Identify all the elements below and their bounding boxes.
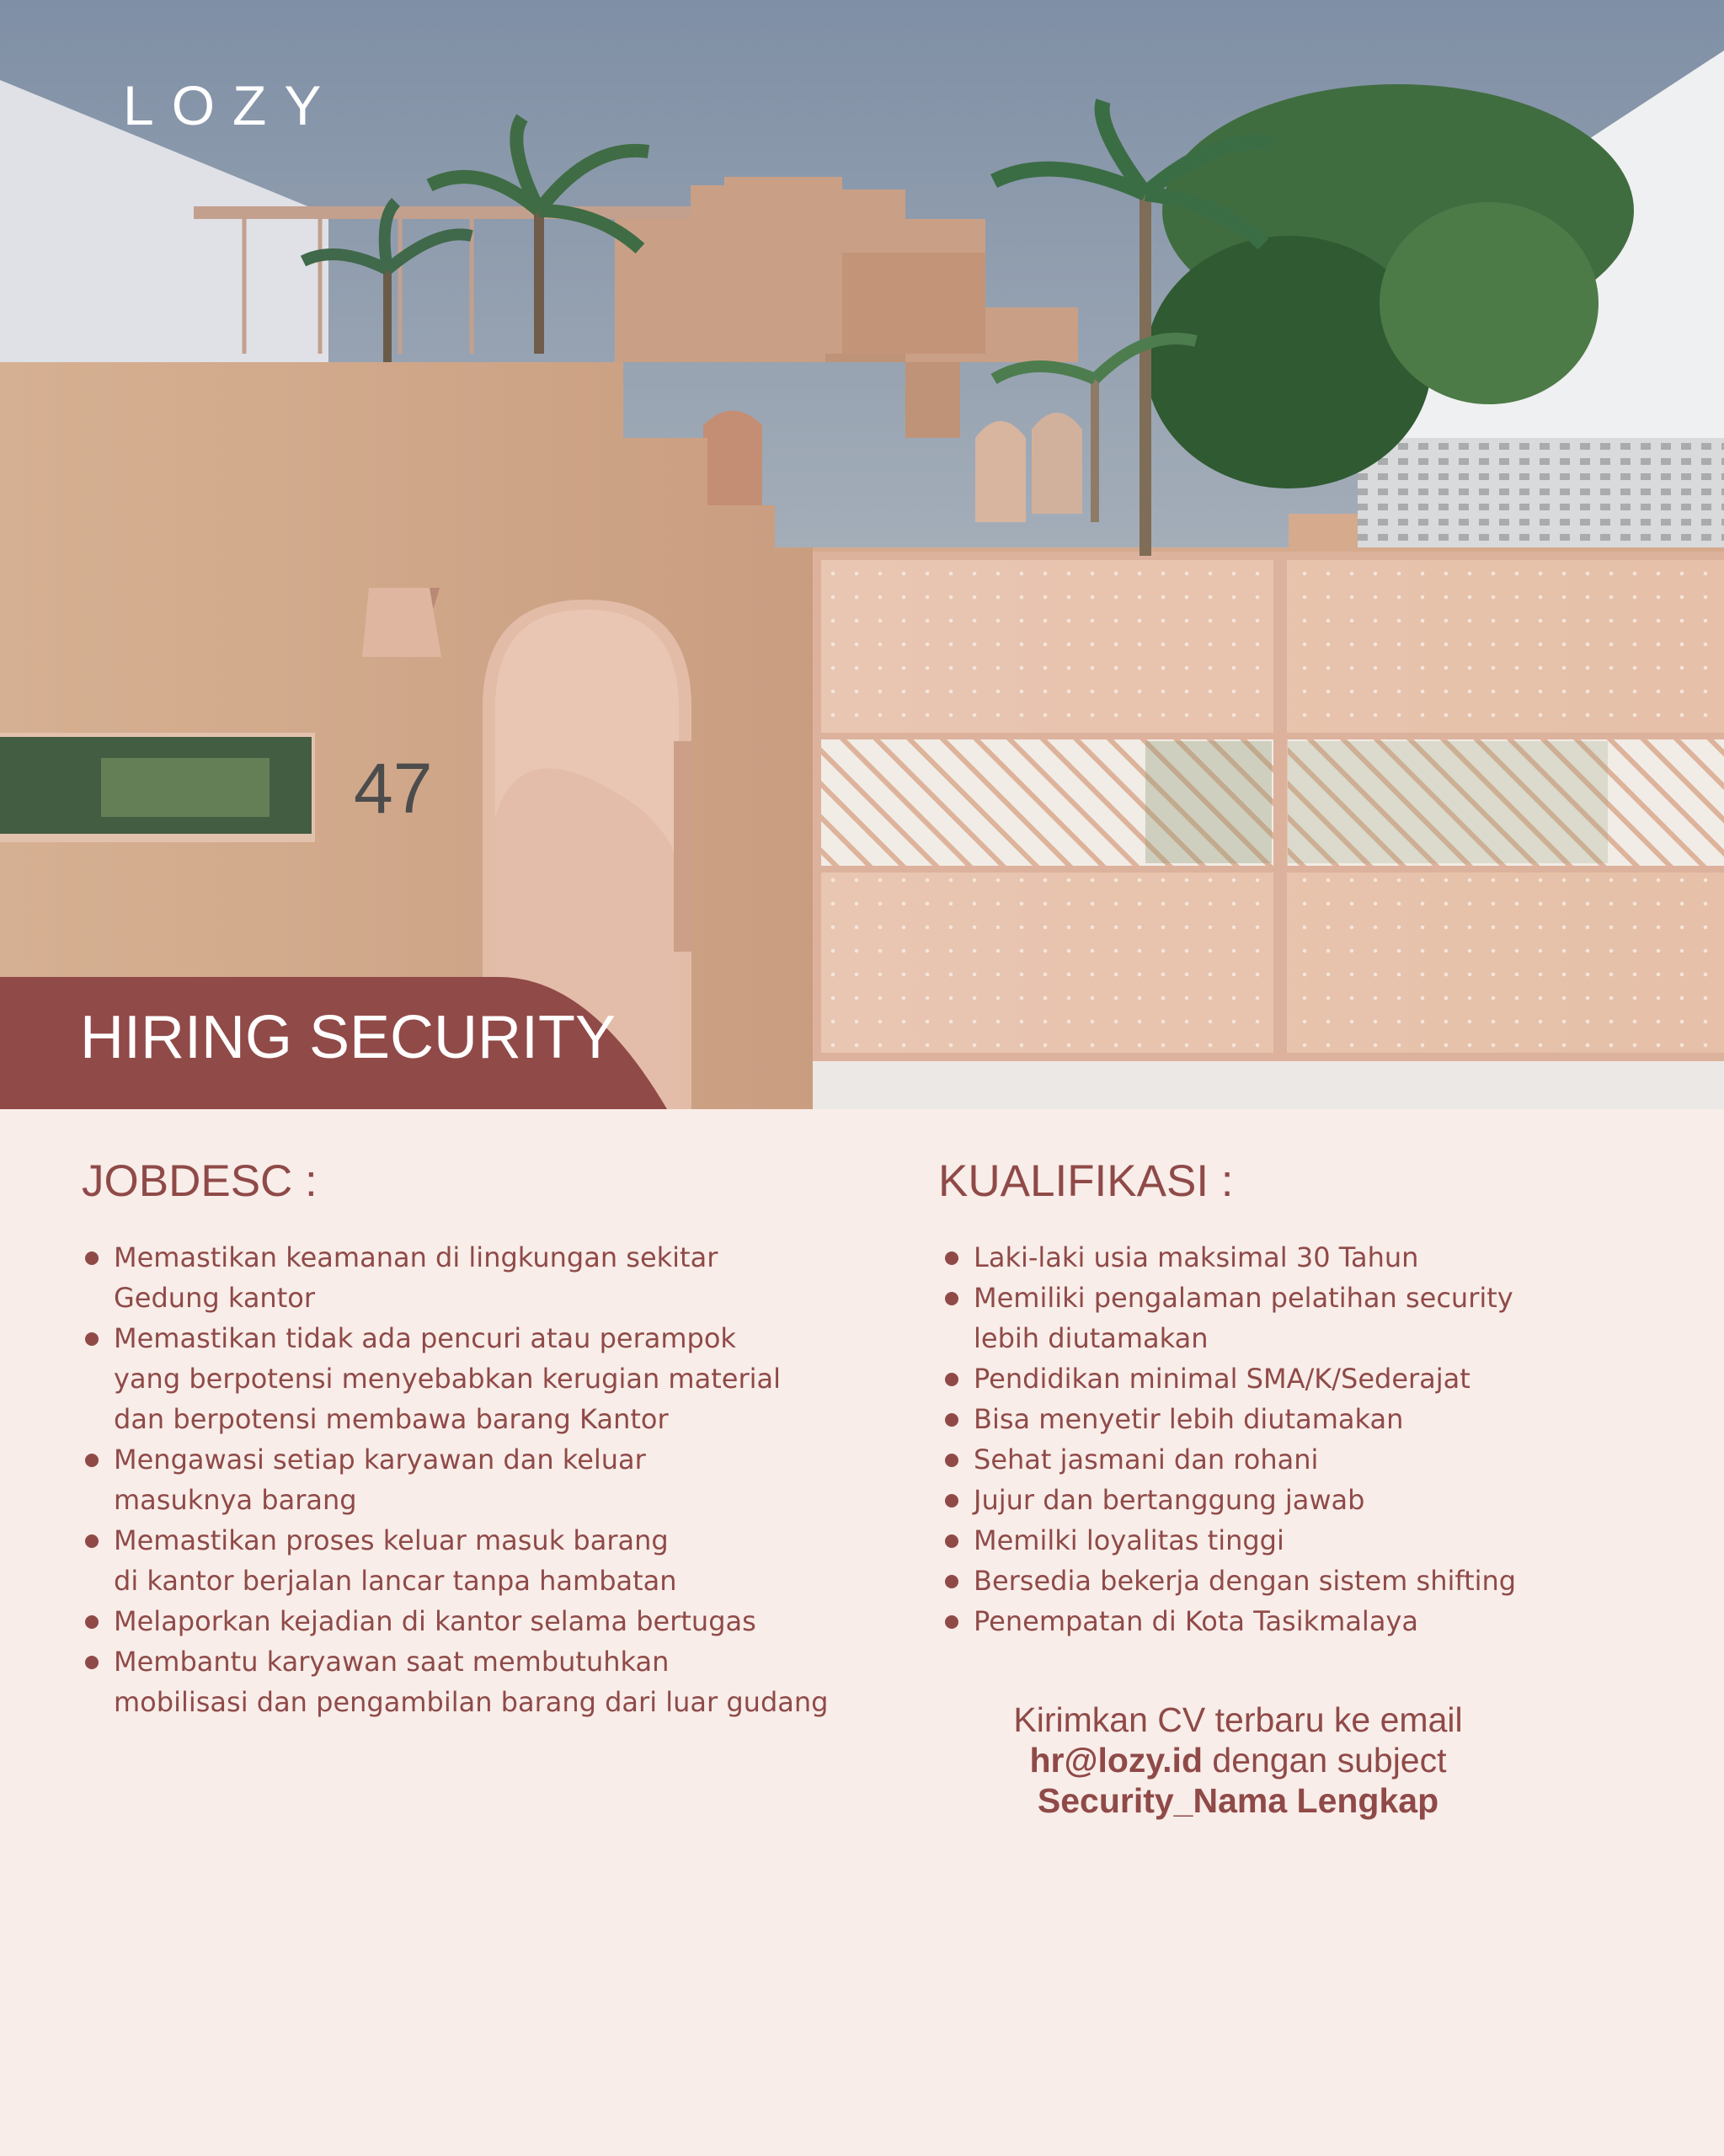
jobdesc-item	[82, 1318, 899, 1439]
jobdesc-line: Memastikan keamanan di lingkungan sekitar	[114, 1241, 718, 1273]
kualifikasi-item	[942, 1480, 1700, 1520]
jobdesc-item	[82, 1601, 899, 1641]
kualifikasi-line: Memiliki pengalaman pelatihan security	[974, 1282, 1513, 1314]
jobdesc-line: yang berpotensi menyebabkan kerugian material	[114, 1363, 781, 1395]
kualifikasi-title: KUALIFIKASI :	[938, 1156, 1234, 1206]
bullet-icon	[85, 1454, 99, 1467]
kualifikasi-item	[942, 1561, 1700, 1601]
jobdesc-line: Memastikan proses keluar masuk barang	[114, 1524, 669, 1556]
email-address: hr@lozy.id	[1029, 1741, 1203, 1780]
house-number: 47	[354, 749, 433, 828]
kualifikasi-line: Bisa menyetir lebih diutamakan	[974, 1403, 1404, 1435]
kualifikasi-item	[942, 1601, 1700, 1641]
kualifikasi-item	[942, 1358, 1700, 1399]
bullet-icon	[945, 1251, 958, 1265]
jobdesc-title: JOBDESC :	[82, 1156, 318, 1206]
bullet-icon	[85, 1534, 99, 1548]
email-subject: Security_Nama Lengkap	[1037, 1781, 1439, 1820]
bullet-icon	[85, 1615, 99, 1629]
bullet-icon	[945, 1413, 958, 1427]
jobdesc-line: Mengawasi setiap karyawan dan keluar	[114, 1444, 646, 1476]
jobdesc-line: mobilisasi dan pengambilan barang dari luar gudang	[114, 1686, 829, 1718]
bullet-icon	[945, 1373, 958, 1386]
kualifikasi-line: lebih diutamakan	[974, 1322, 1209, 1354]
kualifikasi-line: Bersedia bekerja dengan sistem shifting	[974, 1565, 1517, 1597]
kualifikasi-item	[942, 1399, 1700, 1439]
bullet-icon	[945, 1534, 958, 1548]
cta-line-2	[1002, 1740, 1474, 1780]
kualifikasi-item	[942, 1278, 1700, 1358]
brand-logo: LOZY	[123, 74, 339, 136]
jobdesc-line: masuknya barang	[114, 1484, 357, 1516]
jobdesc-line: Gedung kantor	[114, 1282, 315, 1314]
jobdesc-list	[82, 1237, 899, 1722]
jobdesc-line: di kantor berjalan lancar tanpa hambatan	[114, 1565, 677, 1597]
kualifikasi-list	[942, 1237, 1700, 1641]
bullet-icon	[945, 1494, 958, 1508]
kualifikasi-item	[942, 1520, 1700, 1561]
kualifikasi-line: Jujur dan bertanggung jawab	[974, 1484, 1365, 1516]
jobdesc-item	[82, 1237, 899, 1318]
kualifikasi-line: Penempatan di Kota Tasikmalaya	[974, 1605, 1418, 1637]
bullet-icon	[945, 1615, 958, 1629]
jobdesc-item	[82, 1439, 899, 1520]
kualifikasi-line: Sehat jasmani dan rohani	[974, 1444, 1319, 1476]
bullet-icon	[85, 1251, 99, 1265]
kualifikasi-item	[942, 1439, 1700, 1480]
kualifikasi-line: Pendidikan minimal SMA/K/Sederajat	[974, 1363, 1470, 1395]
jobdesc-line: Memastikan tidak ada pencuri atau perampok	[114, 1322, 736, 1354]
bullet-icon	[945, 1454, 958, 1467]
jobdesc-line: Melaporkan kejadian di kantor selama bertugas	[114, 1605, 756, 1637]
bullet-icon	[945, 1575, 958, 1588]
bullet-icon	[945, 1292, 958, 1305]
kualifikasi-line: Laki-laki usia maksimal 30 Tahun	[974, 1241, 1419, 1273]
bullet-icon	[85, 1332, 99, 1346]
jobdesc-line: dan berpotensi membawa barang Kantor	[114, 1403, 669, 1435]
jobdesc-line: Membantu karyawan saat membutuhkan	[114, 1646, 670, 1678]
jobdesc-item	[82, 1641, 899, 1722]
kualifikasi-item	[942, 1237, 1700, 1278]
cta-line-2-text: dengan subject	[1203, 1741, 1447, 1780]
hiring-title: HIRING SECURITY	[80, 1004, 616, 1071]
application-instructions	[1002, 1700, 1474, 1821]
bullet-icon	[85, 1656, 99, 1669]
cta-line-1: Kirimkan CV terbaru ke email	[1013, 1700, 1463, 1739]
kualifikasi-line: Memilki loyalitas tinggi	[974, 1524, 1284, 1556]
jobdesc-item	[82, 1520, 899, 1601]
